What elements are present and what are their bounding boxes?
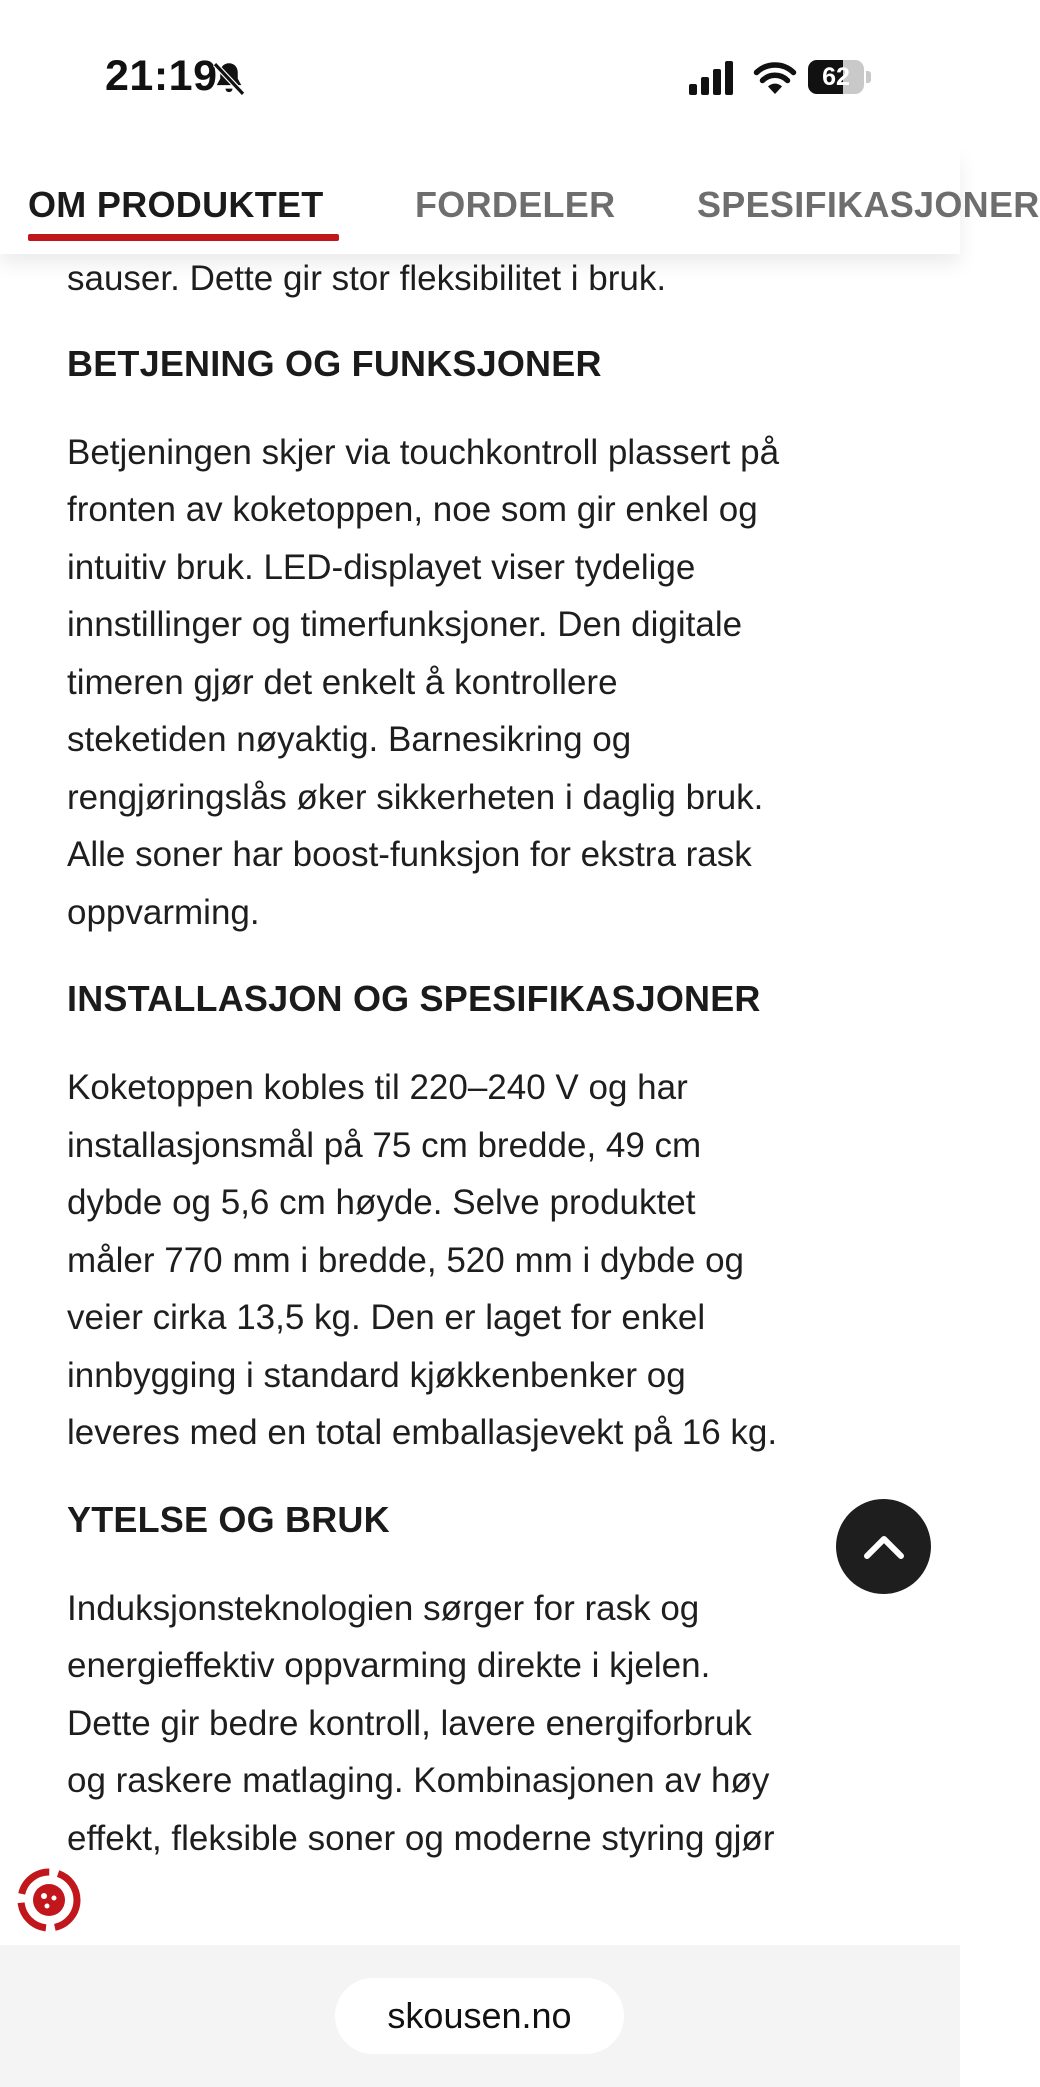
tab-om-produktet[interactable]: OM PRODUKTET [28,184,324,225]
section-text-betjening: Betjeningen skjer via touchkontroll plassert på fronten av koketoppen, noe som gir enkel og intuitiv bruk. LED-displayet viser tydelige innstillinger og timerfunksjoner. Den digitale timeren gjør det enkelt å kontrollere steketiden nøyaktig. Barnesikring og rengjøringslås øker sikkerheten i daglig bruk. Alle soner har boost-funksjon for ekstra rask oppvarming. [67,432,780,932]
tab-spesifikasjoner[interactable]: SPESIFIKASJONER [697,184,1040,225]
section-text-ytelse: Induksjonsteknologien sørger for rask og energieffektiv oppvarming direkte i kjelen. Dette gir bedre kontroll, lavere energiforbruk og raskere matlaging. Kombinasjonen av høy effekt, fleksible soner og moderne styring gjør [67,1588,775,1858]
battery-level: 62 [822,63,850,91]
address-bar[interactable]: skousen.no [335,1978,624,2054]
status-time: 21:19 [105,52,218,100]
chevron-up-icon [862,1532,906,1562]
status-bar [0,0,960,150]
section-heading-ytelse: YTELSE OG BRUK [67,1498,390,1540]
intro-text-partial: sauser. Dette gir stor fleksibilitet i bruk. [67,259,667,298]
tab-fordeler[interactable]: FORDELER [415,184,616,225]
cellular-signal-icon [688,60,736,96]
active-tab-indicator [28,234,339,241]
bell-slash-icon [208,58,250,100]
wifi-icon [753,58,797,96]
section-text-installasjon: Koketoppen kobles til 220–240 V og har installasjonsmål på 75 cm bredde, 49 cm dybde og 5,6 cm høyde. Selve produktet måler 770 mm i bredde, 520 mm i dybde og veier cirka 13,5 kg. Den er laget for enkel innbygging i standard kjøkkenbenker og leveres med en total emballasjevekt på 16 kg. [67,1068,778,1452]
product-description [67,250,907,1867]
back-to-top-button[interactable] [836,1499,931,1594]
battery-indicator [808,60,870,94]
section-heading-betjening: BETJENING OG FUNKSJONER [67,342,602,384]
section-heading-installasjon: INSTALLASJON OG SPESIFIKASJONER [67,978,761,1019]
cookie-settings-icon[interactable] [16,1867,82,1933]
